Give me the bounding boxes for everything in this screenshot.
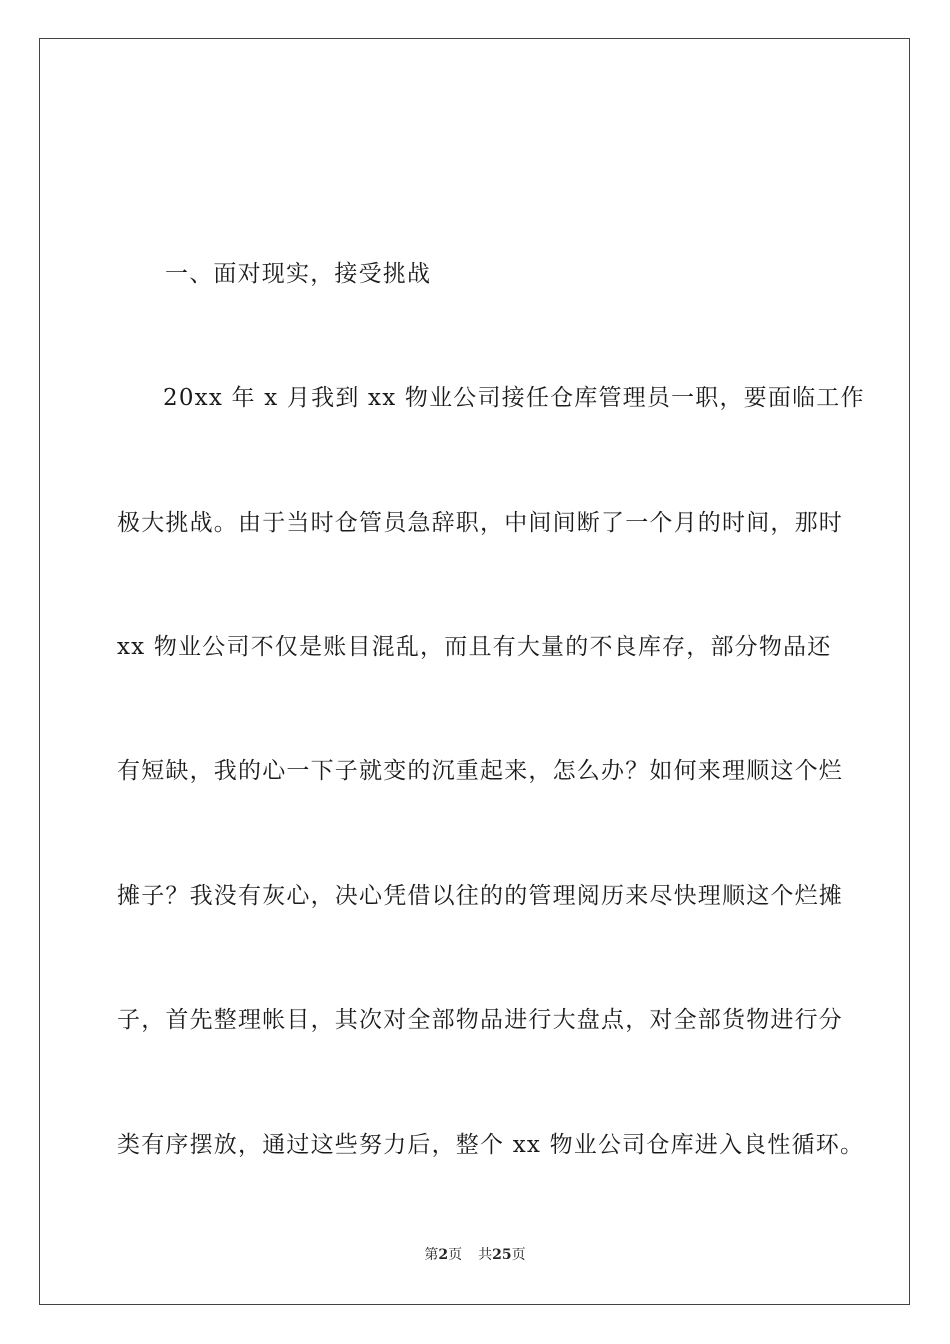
footer-page-total: 25 — [492, 1247, 512, 1263]
page-footer — [0, 1245, 950, 1265]
footer-page-suffix: 页 — [448, 1247, 463, 1263]
section-heading: 一、面对现实，接受挑战 — [165, 261, 432, 287]
page-border — [39, 38, 910, 1305]
paragraph-line-7: 类有序摆放，通过这些努力后，整个 xx 物业公司仓库进入良性循环。 — [117, 1132, 865, 1158]
footer-page-current: 2 — [438, 1247, 449, 1263]
paragraph-line-2: 极大挑战。由于当时仓管员急辞职，中间间断了一个月的时间，那时 — [117, 510, 843, 536]
paragraph-line-1: 20xx 年 x 月我到 xx 物业公司接任仓库管理员一职，要面临工作 — [163, 385, 865, 411]
footer-page-prefix: 第 — [424, 1247, 439, 1263]
paragraph-line-4: 有短缺，我的心一下子就变的沉重起来，怎么办？如何来理顺这个烂 — [117, 758, 843, 784]
footer-total-prefix: 共 — [478, 1247, 493, 1263]
paragraph-line-3: xx 物业公司不仅是账目混乱，而且有大量的不良库存，部分物品还 — [117, 634, 832, 660]
paragraph-line-6: 子，首先整理帐目，其次对全部物品进行大盘点，对全部货物进行分 — [117, 1007, 843, 1033]
paragraph-line-5: 摊子？我没有灰心，决心凭借以往的的管理阅历来尽快理顺这个烂摊 — [117, 883, 843, 909]
footer-total-suffix: 页 — [511, 1247, 526, 1263]
